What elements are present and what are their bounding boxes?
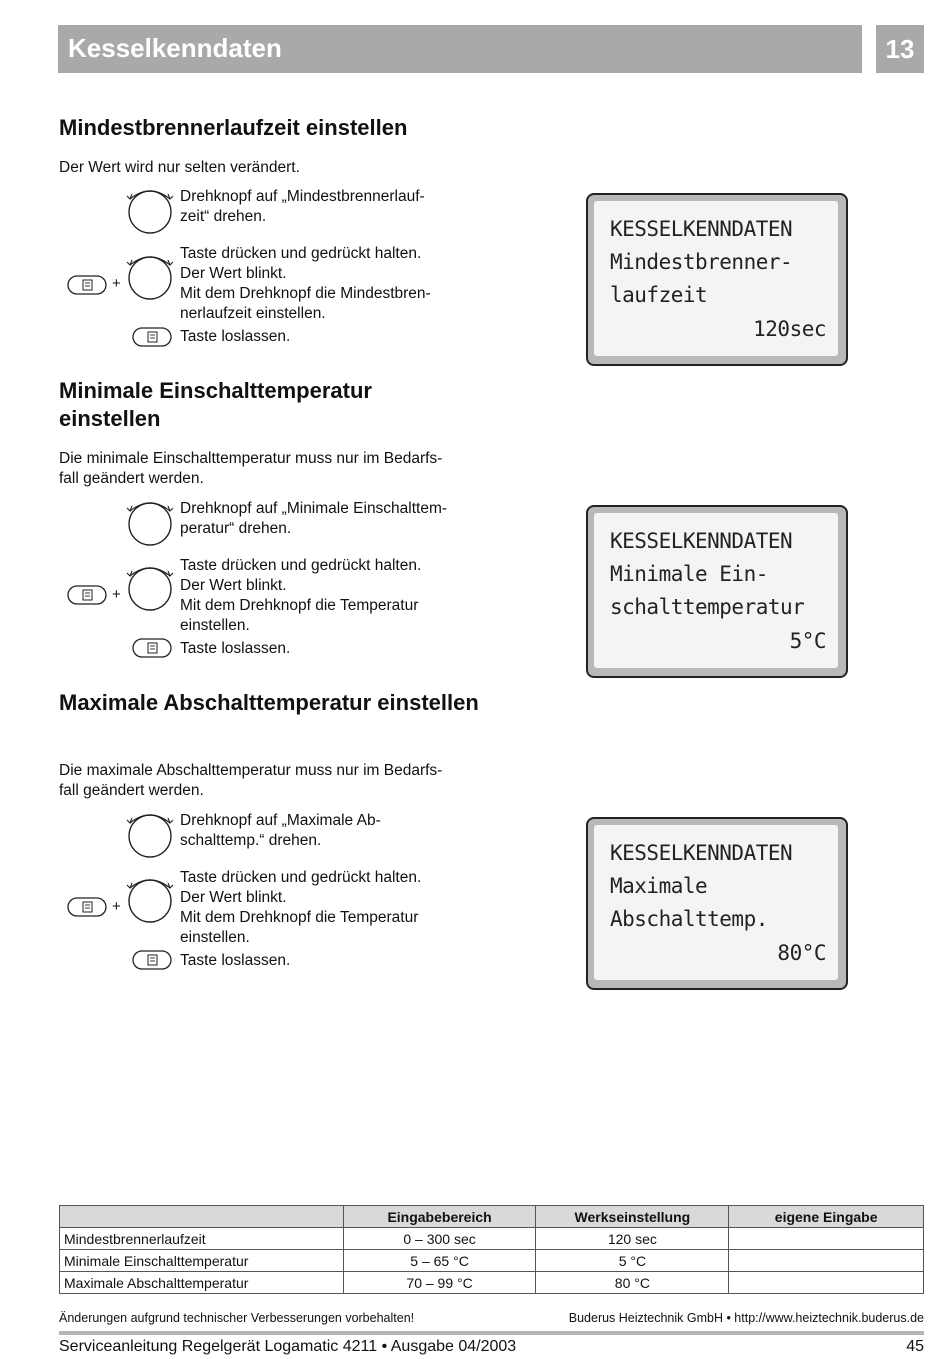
lcd-line-3: laufzeit bbox=[610, 283, 708, 307]
table-header-cell: eigene Eingabe bbox=[729, 1206, 924, 1228]
lcd-line-1: KESSELKENNDATEN bbox=[610, 841, 793, 865]
rotary-knob-icon bbox=[124, 562, 176, 612]
step-release-button: Taste loslassen. bbox=[180, 640, 291, 657]
plus-sign: + bbox=[112, 586, 121, 603]
table-row bbox=[60, 1228, 924, 1250]
lcd-value: 120sec bbox=[753, 317, 826, 341]
table-cell-own-input bbox=[729, 1228, 924, 1250]
plus-sign: + bbox=[112, 898, 121, 915]
section-intro: Die minimale Einschalttemperatur muss nur im Bedarfs- fall geändert werden. bbox=[59, 450, 443, 487]
step-turn-knob: Drehknopf auf „Maximale Ab- schalttemp.“ drehen. bbox=[180, 812, 381, 849]
lcd-line-3: Abschalttemp. bbox=[610, 907, 768, 931]
rotary-knob-icon bbox=[124, 185, 176, 235]
lcd-line-2: Minimale Ein- bbox=[610, 562, 768, 586]
footer-document-title: Serviceanleitung Regelgerät Logamatic 4211 • Ausgabe 04/2003 bbox=[59, 1338, 517, 1355]
lcd-display bbox=[586, 817, 848, 990]
table-cell: 70 – 99 °C bbox=[343, 1272, 536, 1294]
publisher-note: Buderus Heiztechnik GmbH • http://www.heiztechnik.buderus.de bbox=[568, 1311, 924, 1325]
lcd-line-3: schalttemperatur bbox=[610, 595, 805, 619]
menu-button-icon bbox=[132, 637, 172, 659]
table-cell: 120 sec bbox=[536, 1228, 729, 1250]
section-intro: Der Wert wird nur selten verändert. bbox=[59, 159, 300, 176]
step-turn-knob: Drehknopf auf „Mindestbrennerlauf- zeit“ drehen. bbox=[180, 188, 425, 225]
menu-button-icon bbox=[67, 584, 107, 606]
step-release-button: Taste loslassen. bbox=[180, 952, 291, 969]
table-cell: 5 – 65 °C bbox=[343, 1250, 536, 1272]
menu-button-icon bbox=[132, 326, 172, 348]
menu-button-icon bbox=[67, 896, 107, 918]
chapter-title: Kesselkenndaten bbox=[68, 33, 282, 63]
plus-sign: + bbox=[112, 275, 121, 292]
table-header-cell: Eingabebereich bbox=[343, 1206, 536, 1228]
step-press-and-hold: Taste drücken und gedrückt halten. Der Wert blinkt. Mit dem Drehknopf die Temperatur einstellen. bbox=[180, 557, 422, 634]
section-intro: Die maximale Abschalttemperatur muss nur im Bedarfs- fall geändert werden. bbox=[59, 762, 443, 799]
footer-divider bbox=[59, 1331, 924, 1335]
section-heading: Minimale Einschalttemperatur einstellen bbox=[59, 378, 372, 431]
step-press-and-hold: Taste drücken und gedrückt halten. Der Wert blinkt. Mit dem Drehknopf die Temperatur einstellen. bbox=[180, 869, 422, 946]
table-header-cell bbox=[60, 1206, 344, 1228]
chapter-number: 13 bbox=[876, 25, 924, 73]
section-heading: Maximale Abschalttemperatur einstellen bbox=[59, 690, 479, 715]
chapter-header-bar bbox=[58, 25, 862, 73]
lcd-line-2: Mindestbrenner- bbox=[610, 250, 793, 274]
menu-button-icon bbox=[67, 274, 107, 296]
disclaimer-note: Änderungen aufgrund technischer Verbesserungen vorbehalten! bbox=[59, 1311, 415, 1325]
step-turn-knob: Drehknopf auf „Minimale Einschalttem- peratur“ drehen. bbox=[180, 500, 448, 537]
menu-button-icon bbox=[132, 949, 172, 971]
table-cell: 0 – 300 sec bbox=[343, 1228, 536, 1250]
settings-table bbox=[59, 1205, 924, 1294]
table-row bbox=[60, 1272, 924, 1294]
table-cell-own-input bbox=[729, 1272, 924, 1294]
table-cell-own-input bbox=[729, 1250, 924, 1272]
section-heading: Mindestbrennerlaufzeit einstellen bbox=[59, 115, 408, 140]
step-release-button: Taste loslassen. bbox=[180, 328, 291, 345]
rotary-knob-icon bbox=[124, 809, 176, 859]
table-header-row bbox=[60, 1206, 924, 1228]
lcd-value: 80°C bbox=[777, 941, 826, 965]
table-cell: 80 °C bbox=[536, 1272, 729, 1294]
table-header-cell: Werkseinstellung bbox=[536, 1206, 729, 1228]
table-cell: Mindestbrennerlaufzeit bbox=[60, 1228, 344, 1250]
table-cell: Maximale Abschalttemperatur bbox=[60, 1272, 344, 1294]
lcd-value: 5°C bbox=[789, 629, 826, 653]
lcd-line-2: Maximale bbox=[610, 874, 708, 898]
page-number: 45 bbox=[906, 1338, 924, 1355]
rotary-knob-icon bbox=[124, 874, 176, 924]
rotary-knob-icon bbox=[124, 251, 176, 301]
step-press-and-hold: Taste drücken und gedrückt halten. Der Wert blinkt. Mit dem Drehknopf die Mindestbren- nerlaufzeit einstellen. bbox=[180, 245, 431, 322]
lcd-display bbox=[586, 193, 848, 366]
table-row bbox=[60, 1250, 924, 1272]
lcd-line-1: KESSELKENNDATEN bbox=[610, 529, 793, 553]
table-cell: Minimale Einschalttemperatur bbox=[60, 1250, 344, 1272]
lcd-display bbox=[586, 505, 848, 678]
table-cell: 5 °C bbox=[536, 1250, 729, 1272]
lcd-line-1: KESSELKENNDATEN bbox=[610, 217, 793, 241]
rotary-knob-icon bbox=[124, 497, 176, 547]
